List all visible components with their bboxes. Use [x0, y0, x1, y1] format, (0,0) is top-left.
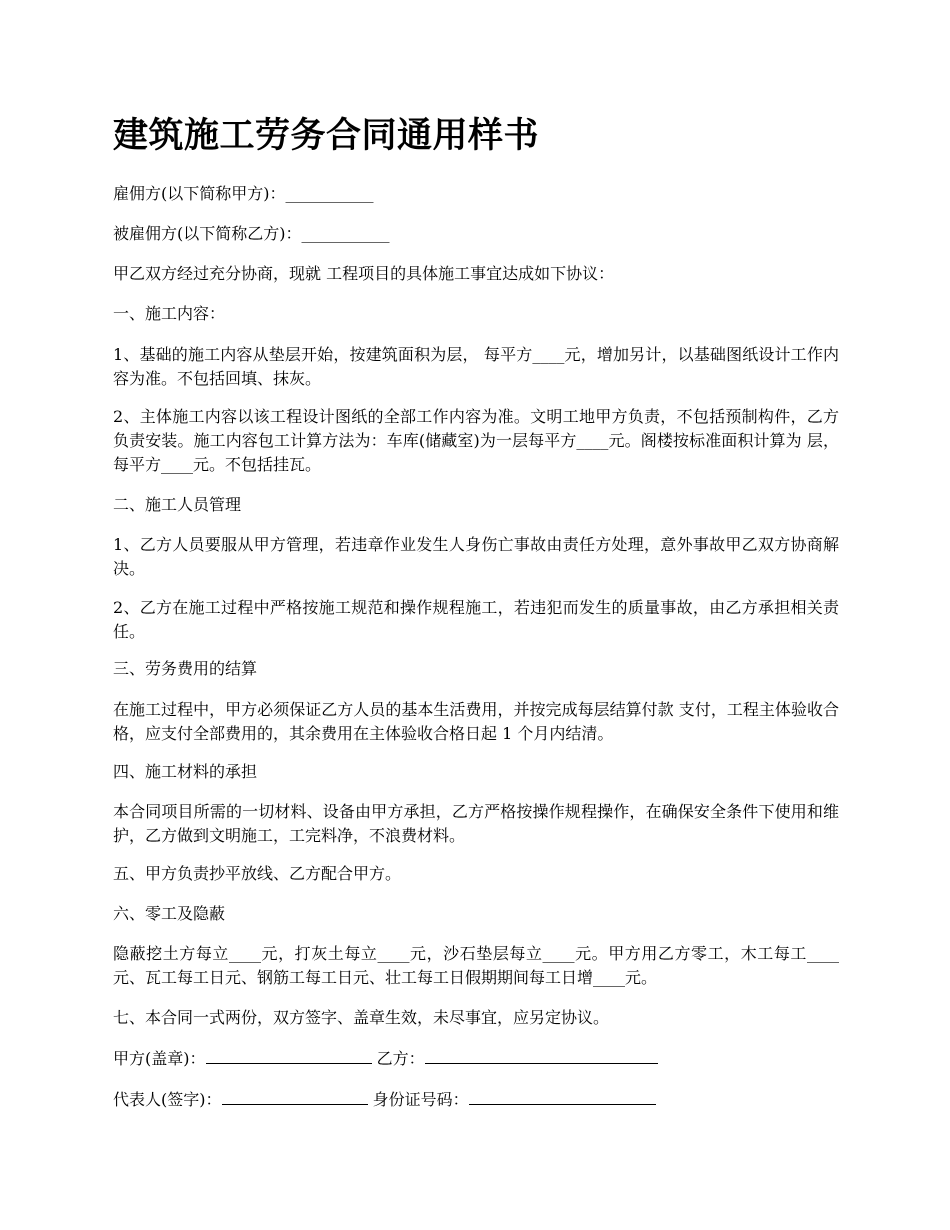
- representative-signature-blank: [222, 1087, 368, 1105]
- section-6-clause-1: 隐蔽挖土方每立____元，打灰土每立____元，沙石垫层每立____元。甲方用乙方零工，木工每工____元、瓦工每工日元、钢筋工每工日元、壮工每工日假期期间每工日增____元。: [113, 944, 839, 987]
- section-1-heading: 一、施工内容：: [113, 304, 226, 323]
- section-6-heading: 六、零工及隐蔽: [113, 904, 226, 923]
- section-2-clause-1: 1、乙方人员要服从甲方管理，若违章作业发生人身伤亡事故由责任方处理，意外事故甲乙双方协商解决。: [113, 535, 839, 578]
- section-7-heading: 七、本合同一式两份，双方签字、盖章生效，未尽事宜，应另定协议。: [113, 1008, 610, 1027]
- document-title: 建筑施工劳务合同通用样书: [113, 116, 540, 156]
- party-b-blank: [425, 1046, 658, 1064]
- section-2-heading: 二、施工人员管理: [113, 495, 242, 514]
- party-b-label: 乙方：: [376, 1049, 425, 1068]
- section-4-heading: 四、施工材料的承担: [113, 762, 258, 781]
- section-1-clause-2: 2、主体施工内容以该工程设计图纸的全部工作内容为准。文明工地甲方负责，不包括预制构件，乙方负责安装。施工内容包工计算方法为：车库(储藏室)为一层每平方____元。阁楼按标准面积计算为 层，每平方____元。不包括挂瓦。: [113, 407, 839, 474]
- party-a-seal-blank: [206, 1046, 372, 1064]
- section-4-clause-1: 本合同项目所需的一切材料、设备由甲方承担，乙方严格按操作规程操作，在确保安全条件下使用和维护，乙方做到文明施工，工完料净，不浪费材料。: [113, 802, 839, 845]
- signature-row-representative: [113, 1087, 656, 1112]
- section-3-heading: 三、劳务费用的结算: [113, 659, 258, 678]
- section-3-clause-1: 在施工过程中，甲方必须保证乙方人员的基本生活费用，并按完成每层结算付款 支付，工程主体验收合格，应支付全部费用的，其余费用在主体验收合格日起 1 个月内结清。: [113, 700, 839, 743]
- employer-line: 雇佣方(以下简称甲方)：___________: [113, 184, 374, 203]
- intro-paragraph: 甲乙双方经过充分协商，现就 工程项目的具体施工事宜达成如下协议：: [113, 264, 615, 283]
- employee-line: 被雇佣方(以下简称乙方)：___________: [113, 224, 390, 243]
- signature-row-parties: [113, 1046, 658, 1071]
- id-number-label: 身份证号码：: [372, 1090, 469, 1109]
- section-2-clause-2: 2、乙方在施工过程中严格按施工规范和操作规程施工，若违犯而发生的质量事故，由乙方承担相关责任。: [113, 598, 839, 641]
- id-number-blank: [469, 1087, 656, 1105]
- section-5-heading: 五、甲方负责抄平放线、乙方配合甲方。: [113, 864, 402, 883]
- representative-signature-label: 代表人(签字)：: [113, 1090, 222, 1109]
- section-1-clause-1: 1、基础的施工内容从垫层开始，按建筑面积为层， 每平方____元，增加另计，以基础图纸设计工作内容为准。不包括回填、抹灰。: [113, 345, 839, 388]
- party-a-seal-label: 甲方(盖章)：: [113, 1049, 206, 1068]
